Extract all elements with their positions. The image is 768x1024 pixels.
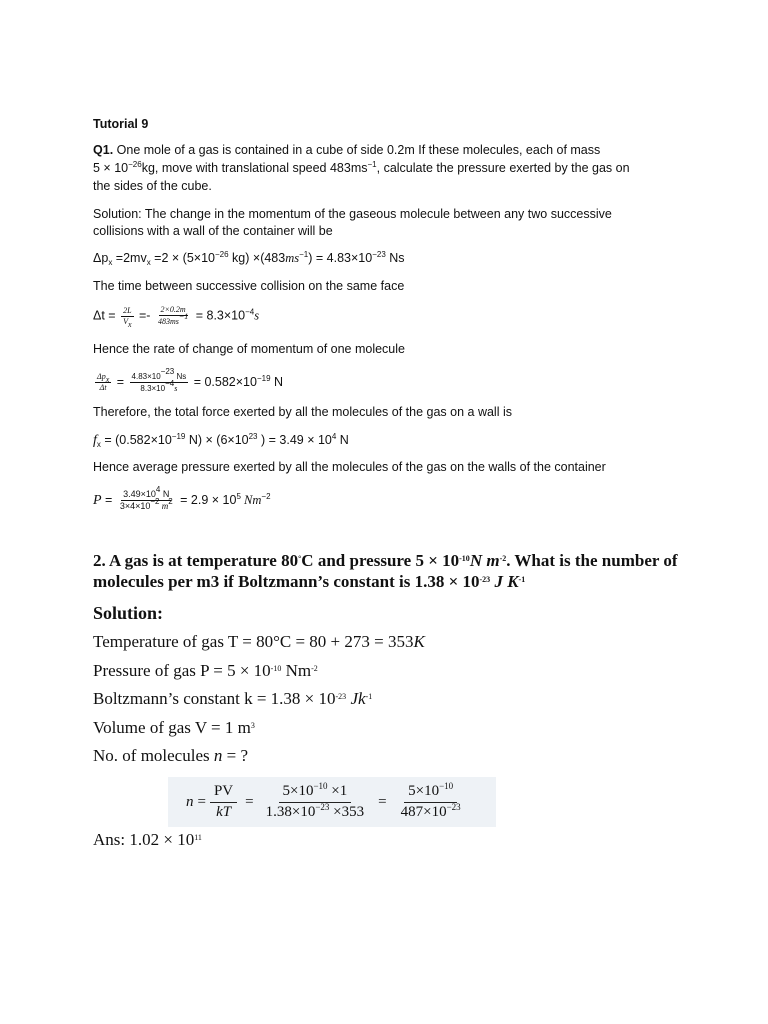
q1-label: Q1 (93, 143, 110, 157)
q2-pressure: Pressure of gas $P = 5 \times 10^{-10}$ $Nm^{-2}$ (93, 661, 318, 680)
q2-temperature: Temperature of gas T = 80°C = 80 + 273 = 353K (93, 632, 425, 651)
q2-volume: Volume of gas V = 1 $m^3$ (93, 718, 255, 737)
pressure-text: Hence average pressure exerted by all the molecules of the gas on the walls of the container (93, 460, 606, 474)
rate-equation: $\frac{\Delta p_x}{\Delta t}$ = $\frac{4.83\times 10^{-23} Ns}{8.3\times 10^{-4}s}$ = $0.582\times 10^{-19}$ N (97, 367, 284, 393)
q1-text-1: One mole of a gas is contained in a cube of side 0.2m If these molecules, each of mass (116, 143, 601, 157)
time-text: The time between successive collision on the same face (93, 279, 405, 293)
q2-boltzmann: Boltzmann’s constant $k = 1.38 \times 10^{-23}$ $Jk^{-1}$ (93, 689, 373, 708)
q2-question: 2. A gas is at temperature 80°C and pressure $5 \times 10^{-10}N$ $m^{-2}$. What is the number of molecules per m3 if Boltzmann’s constant is $1.38 \times 10^{-23}$ J $K^{-1}$ (93, 551, 678, 591)
time-equation: Δt = $\frac{2L}{V_x}$ =- $\frac{2\times 0.2m}{483ms^{-1}}$ = $8.3\times 10^{-4}s$ (93, 305, 260, 329)
q2-molecules: No. of molecules n = ? (93, 746, 248, 765)
pressure-equation: P = $\frac{3.49\times 10^4 N}{3\times 4\times 10^{-2} m^2}$ = $2.9 \times 10^5$ $Nm^{-2}$ (93, 485, 271, 511)
force-text: Therefore, the total force exerted by all the molecules of the gas on a wall is (93, 405, 512, 419)
q1-line3: the sides of the cube. (93, 179, 212, 193)
momentum-equation: $\Delta p_x =2mv_x =2 \times (5\times 10^{-26}$ $kg) \times(483ms^{-1}) = 4.83\times 10^{-23}$ Ns (93, 250, 405, 267)
q1-line1: Q1. One mole of a gas is contained in a cube of side 0.2m If these molecules, each of mass (93, 143, 601, 157)
force-equation: $f_x = (0.582\times 10^{-19}$ $N) \times (6\times 10^{23}$ ) = $3.49 \times 10^4$ N (93, 432, 349, 449)
q1-line2: $5 \times 10^{-26}kg$, move with translational speed $483ms^{-1}$, calculate the pressure exerted by the gas on (93, 160, 630, 175)
q1-solution-1: Solution: The change in the momentum of the gaseous molecule between any two successive (93, 207, 612, 221)
q2-solution-heading: Solution: (93, 603, 164, 623)
formula-image: n = $\frac{PV}{kT}$ = $\frac{5\times 10^{-10} \times 1}{1.38\times 10^{-23} \times 353}$ = $\frac{5\times 10^{-10}}{487\times 10^{-23}}$ (168, 777, 496, 827)
tutorial-title: Tutorial 9 (93, 117, 149, 131)
rate-text: Hence the rate of change of momentum of one molecule (93, 342, 405, 356)
q1-solution-2: collisions with a wall of the container will be (93, 224, 333, 238)
q2-answer: Ans: $1.02 \times 10^{11}$ (93, 830, 202, 849)
